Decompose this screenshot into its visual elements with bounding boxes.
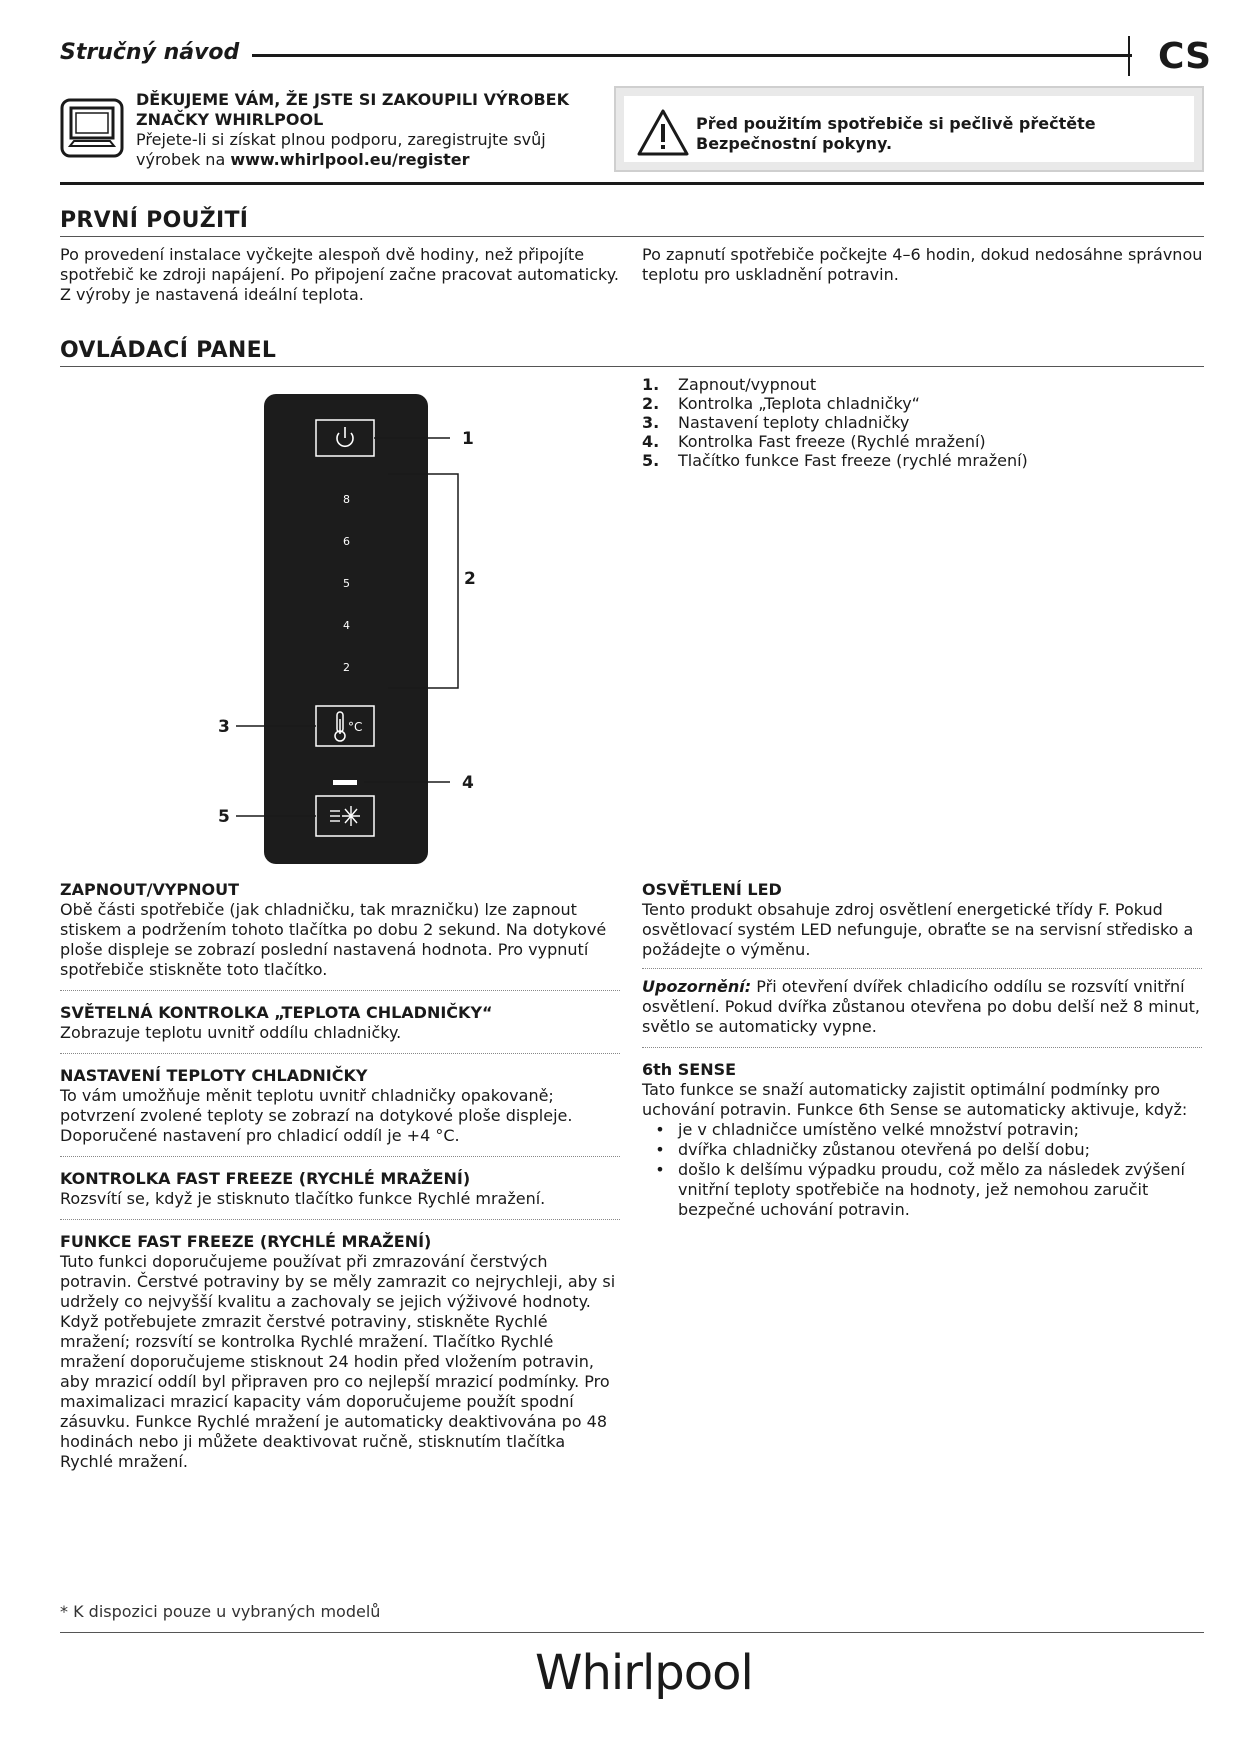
safety-warning-text: Před použitím spotřebiče si pečlivě přečtěte Bezpečnostní pokyny. (696, 114, 1096, 153)
document-title: Stručný návod (60, 40, 240, 65)
temp-label-2: 2 (343, 661, 350, 674)
header-rule (252, 54, 1132, 57)
sense-text: Tato funkce se snaží automaticky zajistit optimální podmínky pro uchování potravin. Funkce 6th Sense se automaticky aktivuje, když: (642, 1080, 1188, 1119)
warning-triangle-icon (636, 108, 690, 158)
legend-item: 4. Kontrolka Fast freeze (Rychlé mražení) (642, 432, 986, 451)
callout-label-1: 1 (462, 429, 474, 449)
callout-label-2: 2 (464, 569, 476, 589)
section-divider (60, 1156, 620, 1157)
thank-you-text: Přejete-li si získat plnou podporu, zaregistrujte svůj výrobek na (136, 130, 546, 169)
list-item: • dvířka chladničky zůstanou otevřená po delší dobu; (655, 1140, 1091, 1159)
section-divider (642, 968, 1202, 969)
power-icon (337, 427, 353, 446)
section-divider (60, 1219, 620, 1220)
language-code: CS (1158, 36, 1212, 77)
thermometer-icon (335, 712, 345, 741)
control-panel-legend (642, 375, 1202, 470)
led-text: Tento produkt obsahuje zdroj osvětlení energetické třídy F. Pokud osvětlovací systém LED nefunguje, obraťte se na servisní středisko a požádejte o výměnu. (642, 900, 1194, 959)
first-use-heading: PRVNÍ POUŽITÍ (60, 208, 249, 233)
section-title: NASTAVENÍ TEPLOTY CHLADNIČKY (60, 1066, 368, 1085)
thank-you-title: DĚKUJEME VÁM, ŽE JSTE SI ZAKOUPILI VÝROBEK ZNAČKY WHIRLPOOL (136, 90, 569, 129)
right-column (642, 880, 1202, 1220)
section-divider (60, 990, 620, 991)
thank-you-block (136, 90, 586, 170)
first-use-rule (60, 236, 1204, 237)
section-text: To vám umožňuje měnit teplotu uvnitř chladničky opakovaně; potvrzení zvolené teploty se zobrazí na dotykové ploše displeje. Doporučené nastavení pro chladicí oddíl je +4 °C. (60, 1086, 573, 1145)
legend-item: 3. Nastavení teploty chladničky (642, 413, 910, 432)
section-title: ZAPNOUT/VYPNOUT (60, 880, 240, 899)
monitor-icon (60, 98, 124, 158)
callout-label-5: 5 (218, 807, 230, 827)
section-title: FUNKCE FAST FREEZE (RYCHLÉ MRAŽENÍ) (60, 1232, 432, 1251)
temp-label-6: 6 (343, 535, 350, 548)
control-panel-rule (60, 366, 1204, 367)
led-title: OSVĚTLENÍ LED (642, 880, 782, 899)
section-divider (60, 1053, 620, 1054)
first-use-left-text: Po provedení instalace vyčkejte alespoň dvě hodiny, než připojíte spotřebič ke zdroji napájení. Po připojení začne pracovat automaticky. Z výroby je nastavená ideální teplota. (60, 245, 619, 304)
whirlpool-logo: Whirlpool (535, 1645, 753, 1701)
footer-note: * K dispozici pouze u vybraných modelů (60, 1602, 381, 1621)
section-text: Tuto funkci doporučujeme používat při zmrazování čerstvých potravin. Čerstvé potraviny by se měly zamrazit co nejrychleji, aby si udržely co nejvyšší kvalitu a zachovaly se jejich výživové hodnoty. Když potřebujete zmrazit čerstvé potraviny, stiskněte Rychlé mražení; rozsvítí se kontrolka Rychlé mražení. Tlačítko Rychlé mražení doporučujeme stisknout 24 hodin před vložením potravin, aby mrazicí oddíl byl připraven pro co nejlepší mrazicí podmínky. Pro maximalizaci mrazicí kapacity vám doporučujeme použít spodní zásuvku. Funkce Rychlé mražení je automaticky deaktivována po 48 hodinách nebo ji můžete deaktivovat ručně, stisknutím tlačítka Rychlé mražení. (60, 1252, 616, 1471)
safety-warning-box (614, 86, 1204, 172)
left-column (60, 880, 620, 1472)
section-text: Obě části spotřebiče (jak chladničku, tak mrazničku) lze zapnout stiskem a podržením tohoto tlačítka po dobu 2 sekund. Na dotykové ploše displeje se zobrazí poslední nastavená hodnota. Pro vypnutí spotřebiče stiskněte toto tlačítko. (60, 900, 607, 979)
legend-item: 1. Zapnout/vypnout (642, 375, 817, 394)
fast-freeze-indicator (333, 780, 357, 785)
callout-label-4: 4 (462, 773, 474, 793)
temp-label-5: 5 (343, 577, 350, 590)
list-item: • je v chladničce umístěno velké množství potravin; (655, 1120, 1079, 1139)
temp-label-8: 8 (343, 493, 350, 506)
section-text: Rozsvítí se, když je stisknuto tlačítko funkce Rychlé mražení. (60, 1189, 546, 1208)
temperature-button[interactable] (316, 706, 374, 746)
celsius-label: °C (348, 720, 363, 734)
section-title: SVĚTELNÁ KONTROLKA „TEPLOTA CHLADNIČKY“ (60, 1003, 493, 1022)
legend-item: 2. Kontrolka „Teplota chladničky“ (642, 394, 920, 413)
first-use-right-text: Po zapnutí spotřebiče počkejte 4–6 hodin, dokud nedosáhne správnou teplotu pro uskladnění potravin. (642, 245, 1203, 284)
legend-item: 5. Tlačítko funkce Fast freeze (rychlé mražení) (642, 451, 1028, 470)
callout-bracket-2 (388, 474, 458, 688)
snowflake-icon (330, 806, 360, 826)
led-note (642, 977, 1202, 1037)
led-note-label: Upozornění: (642, 977, 752, 996)
control-panel-overlay (200, 394, 500, 864)
list-item: • došlo k delšímu výpadku proudu, což mělo za následek zvýšení vnitřní teploty spotřebiče na hodnoty, jež nemohou zaručit bezpečné uchování potravin. (655, 1160, 1185, 1219)
sense-title: 6th SENSE (642, 1060, 737, 1079)
section-divider (642, 1047, 1202, 1048)
control-panel-heading: OVLÁDACÍ PANEL (60, 338, 277, 363)
footer-rule (60, 1632, 1204, 1633)
header-divider (1128, 36, 1130, 76)
callout-label-3: 3 (218, 717, 230, 737)
intro-rule (60, 182, 1204, 185)
temp-label-4: 4 (343, 619, 350, 632)
section-text: Zobrazuje teplotu uvnitř oddílu chladničky. (60, 1023, 402, 1042)
register-link[interactable]: www.whirlpool.eu/register (230, 150, 470, 169)
section-title: KONTROLKA FAST FREEZE (RYCHLÉ MRAŽENÍ) (60, 1169, 471, 1188)
led-note-text: Při otevření dvířek chladicího oddílu se rozsvítí vnitřní osvětlení. Pokud dvířka zůstanou otevřena po dobu delší než 8 minut, světlo se automaticky vypne. (642, 977, 1200, 1036)
